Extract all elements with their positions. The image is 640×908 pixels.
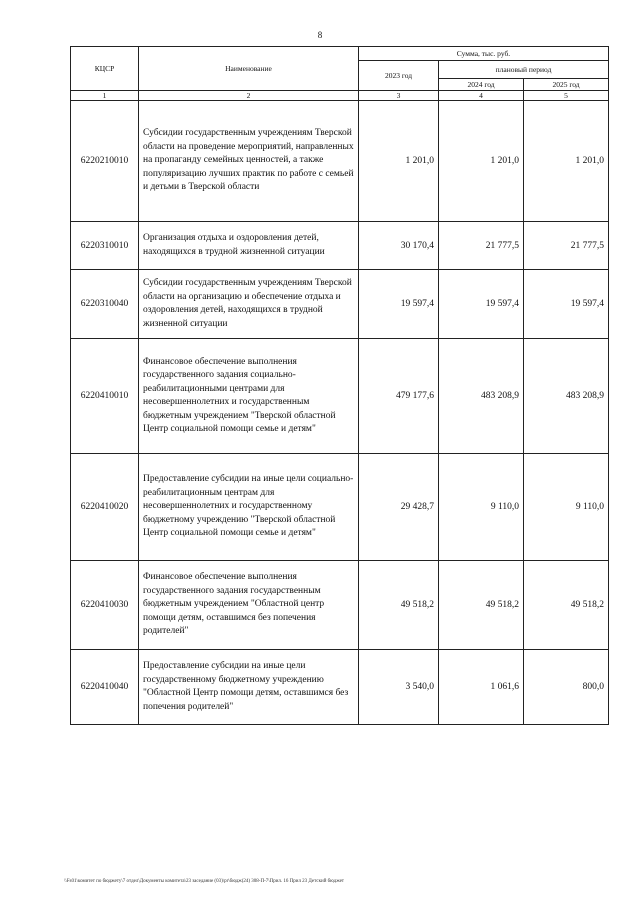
row-code: 6220410020: [71, 454, 139, 561]
table-row: [71, 650, 609, 725]
header-name: Наименование: [139, 47, 359, 91]
table-row: [71, 222, 609, 270]
header-planning-period: плановый период: [439, 61, 609, 79]
row-name: Финансовое обеспечение выполнения государственного задания государственным бюджетным учреждением "Областной центр помощи детям, оставшимся без попечения родителей": [139, 561, 359, 650]
row-name: Субсидии государственным учреждениям Тверской области на проведение мероприятий, направленных на пропаганду семейных ценностей, а также популяризацию лучших практик по работе с семьей и детьми в Тверской области: [139, 101, 359, 222]
row-amount-2025: 1 201,0: [524, 101, 609, 222]
row-amount-2025: 800,0: [524, 650, 609, 725]
row-amount-2024: 1 061,6: [439, 650, 524, 725]
table-row: [71, 454, 609, 561]
row-amount-2024: 9 110,0: [439, 454, 524, 561]
row-amount-2025: 19 597,4: [524, 270, 609, 339]
row-amount-2023: 49 518,2: [359, 561, 439, 650]
row-code: 6220410030: [71, 561, 139, 650]
row-amount-2025: 49 518,2: [524, 561, 609, 650]
row-amount-2023: 479 177,6: [359, 339, 439, 454]
row-code: 6220310010: [71, 222, 139, 270]
table-row: [71, 270, 609, 339]
row-name: Субсидии государственным учреждениям Тверской области на организацию и обеспечение отдыха и оздоровления детей, находящихся в трудной жизненной ситуации: [139, 270, 359, 339]
row-name: Предоставление субсидии на иные цели государственному бюджетному учреждению "Областной Центр помощи детям, оставшимся без попечения родителей": [139, 650, 359, 725]
budget-table: [70, 46, 609, 725]
row-code: 6220410040: [71, 650, 139, 725]
row-amount-2024: 19 597,4: [439, 270, 524, 339]
row-amount-2023: 1 201,0: [359, 101, 439, 222]
row-amount-2024: 483 208,9: [439, 339, 524, 454]
row-name: Организация отдыха и оздоровления детей, находящихся в трудной жизненной ситуации: [139, 222, 359, 270]
column-number: 4: [439, 91, 524, 101]
row-code: 6220310040: [71, 270, 139, 339]
row-amount-2025: 483 208,9: [524, 339, 609, 454]
header-year-2024: 2024 год: [439, 79, 524, 91]
row-code: 6220410010: [71, 339, 139, 454]
row-amount-2024: 21 777,5: [439, 222, 524, 270]
table-row: [71, 339, 609, 454]
column-number: 1: [71, 91, 139, 101]
row-code: 6220210010: [71, 101, 139, 222]
row-name: Финансовое обеспечение выполнения государственного задания социально-реабилитационными центрами для несовершеннолетних и государственным бюджетным учреждением "Тверской областной Центр социальной помощи семье и детям": [139, 339, 359, 454]
column-number: 5: [524, 91, 609, 101]
page-number: 8: [317, 30, 323, 40]
table-row: [71, 561, 609, 650]
header-year-2023: 2023 год: [359, 61, 439, 91]
row-amount-2025: 21 777,5: [524, 222, 609, 270]
row-amount-2023: 29 428,7: [359, 454, 439, 561]
row-amount-2023: 3 540,0: [359, 650, 439, 725]
header-code: КЦСР: [71, 47, 139, 91]
row-name: Предоставление субсидии на иные цели социально-реабилитационным центрам для несовершеннолетних и государственному бюджетному учреждению "Тверской областной Центр социальной помощи семье и детям": [139, 454, 359, 561]
header-sum: Сумма, тыс. руб.: [359, 47, 609, 61]
table-row: [71, 101, 609, 222]
row-amount-2023: 30 170,4: [359, 222, 439, 270]
header-year-2025: 2025 год: [524, 79, 609, 91]
row-amount-2024: 1 201,0: [439, 101, 524, 222]
row-amount-2025: 9 110,0: [524, 454, 609, 561]
file-path-footer: \\Fs01\комитет по бюджету\7 отдел\Документы комитета\23 заседание (03)\pr\бюдж(24) 308-П-7\Прил. 16 Прил 23 Детский бюджет: [64, 879, 344, 884]
column-number: 2: [139, 91, 359, 101]
column-number: 3: [359, 91, 439, 101]
row-amount-2023: 19 597,4: [359, 270, 439, 339]
row-amount-2024: 49 518,2: [439, 561, 524, 650]
